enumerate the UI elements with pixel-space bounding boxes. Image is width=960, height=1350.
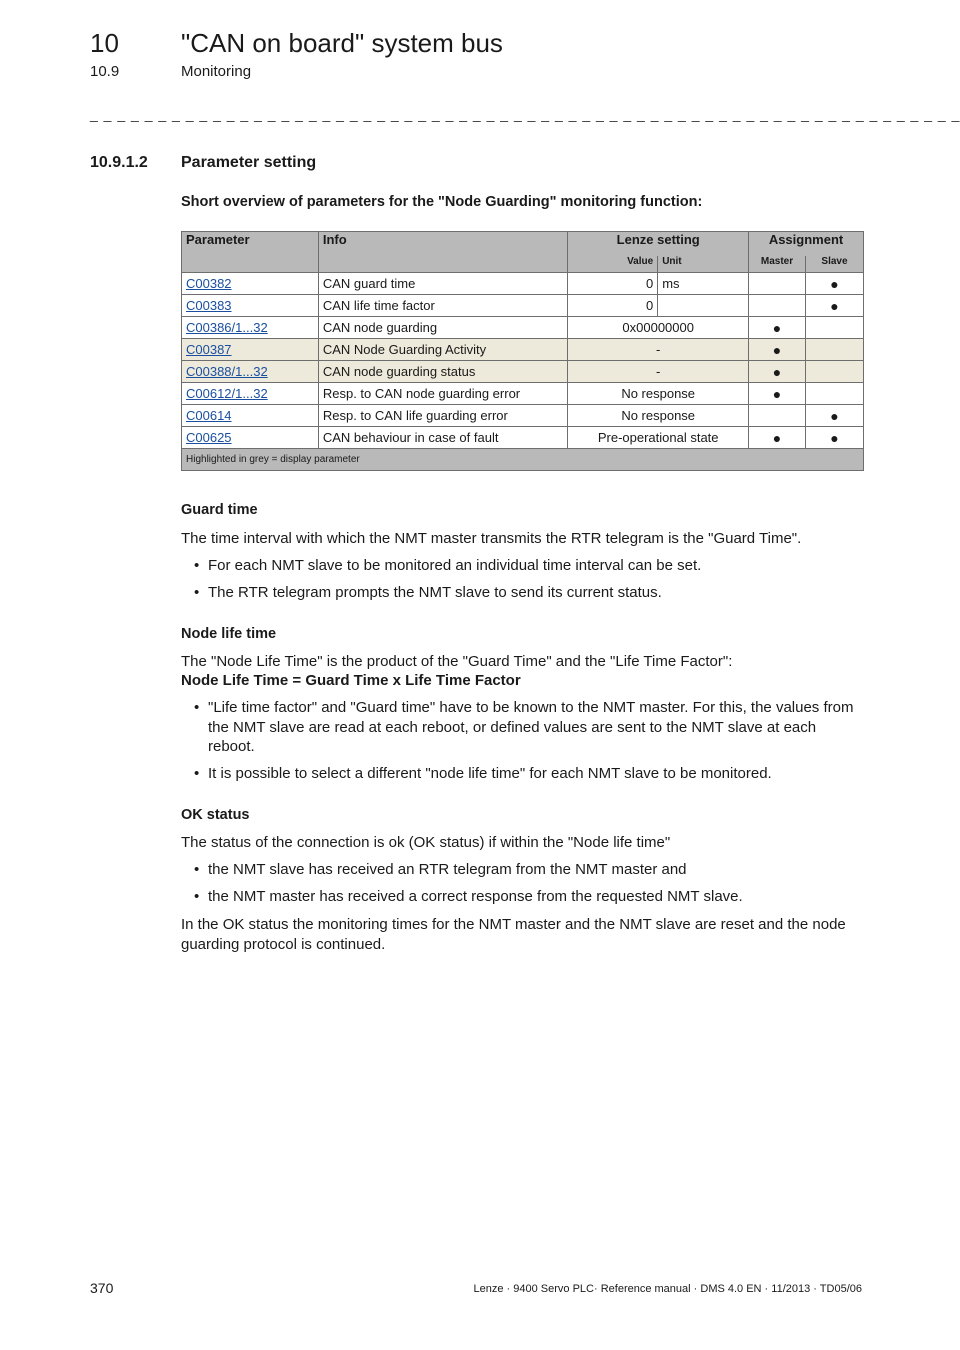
row-slave — [806, 383, 864, 405]
row-master: ● — [749, 427, 806, 449]
header-separator: _ _ _ _ _ _ _ _ _ _ _ _ _ _ _ _ _ _ _ _ _ _ _ _ _ _ _ _ _ _ _ _ _ _ _ _ _ _ _ _ _ _ _ _ _ _ _ _ _ _ _ _ _ _ _ _ _ _ _ _ _ _ _ _ — [90, 106, 960, 122]
row-setting: No response — [568, 383, 749, 405]
row-unit: ms — [658, 273, 749, 295]
row-setting: No response — [568, 405, 749, 427]
node-life-time-heading: Node life time — [181, 626, 277, 642]
row-setting: 0x00000000 — [568, 317, 749, 339]
header-master: Master — [749, 256, 806, 273]
row-setting: Pre-operational state — [568, 427, 749, 449]
guard-time-heading: Guard time — [181, 502, 258, 518]
param-link-c00388[interactable]: C00388/1...32 — [186, 364, 268, 379]
row-slave — [806, 317, 864, 339]
row-setting: - — [568, 339, 749, 361]
table-row — [182, 317, 864, 339]
row-info: CAN node guarding status — [318, 361, 567, 383]
row-info: CAN Node Guarding Activity — [318, 339, 567, 361]
header-parameter: Parameter — [182, 232, 319, 273]
row-master: ● — [749, 361, 806, 383]
row-info: CAN life time factor — [318, 295, 567, 317]
row-info: CAN node guarding — [318, 317, 567, 339]
row-slave: ● — [806, 405, 864, 427]
table-row — [182, 405, 864, 427]
header-value: Value — [568, 256, 658, 273]
row-slave — [806, 339, 864, 361]
table-footnote: Highlighted in grey = display parameter — [182, 449, 864, 471]
section-number: 10.9 — [90, 63, 120, 80]
param-link-c00383[interactable]: C00383 — [186, 298, 232, 313]
overview-heading: Short overview of parameters for the "Node Guarding" monitoring function: — [181, 194, 703, 210]
table-row — [182, 427, 864, 449]
table-row — [182, 273, 864, 295]
row-info: Resp. to CAN node guarding error — [318, 383, 567, 405]
header-info: Info — [318, 232, 567, 273]
row-info: Resp. to CAN life guarding error — [318, 405, 567, 427]
row-master: ● — [749, 317, 806, 339]
row-value: 0 — [568, 273, 658, 295]
header-slave: Slave — [806, 256, 864, 273]
node-life-time-text: The "Node Life Time" is the product of the "Guard Time" and the "Life Time Factor": — [181, 653, 733, 670]
param-link-c00382[interactable]: C00382 — [186, 276, 232, 291]
param-link-c00387[interactable]: C00387 — [186, 342, 232, 357]
ok-status-bullet-1: • the NMT slave has received an RTR telegram from the NMT master and — [194, 861, 687, 878]
subsection-title: Parameter setting — [181, 154, 317, 171]
param-link-c00614[interactable]: C00614 — [186, 408, 232, 423]
table-row — [182, 339, 864, 361]
param-link-c00612[interactable]: C00612/1...32 — [186, 386, 268, 401]
chapter-title: "CAN on board" system bus — [181, 28, 503, 58]
row-setting: - — [568, 361, 749, 383]
row-master: ● — [749, 339, 806, 361]
node-life-time-bullet-1: • "Life time factor" and "Guard time" have to be known to the NMT master. For this, the values from the NMT slave are read at each reboot, or defined values are sent to the NMT slave at each reboot. — [194, 699, 854, 755]
row-master — [749, 405, 806, 427]
node-life-time-formula: Node Life Time = Guard Time x Life Time Factor — [181, 672, 521, 689]
chapter-number: 10 — [90, 28, 119, 58]
row-slave — [806, 361, 864, 383]
row-unit — [658, 295, 749, 317]
row-info: CAN guard time — [318, 273, 567, 295]
ok-status-closing: In the OK status the monitoring times for the NMT master and the NMT slave are reset and the node guarding protocol is continued. — [181, 916, 846, 953]
param-link-c00386[interactable]: C00386/1...32 — [186, 320, 268, 335]
guard-time-bullet-1: • For each NMT slave to be monitored an individual time interval can be set. — [194, 557, 702, 574]
page-number: 370 — [90, 1280, 114, 1296]
param-link-c00625[interactable]: C00625 — [186, 430, 232, 445]
section-title: Monitoring — [181, 63, 252, 80]
table-row — [182, 383, 864, 405]
row-slave: ● — [806, 273, 864, 295]
row-info: CAN behaviour in case of fault — [318, 427, 567, 449]
document-info: Lenze · 9400 Servo PLC· Reference manual · DMS 4.0 EN · 11/2013 · TD05/06 — [473, 1283, 862, 1295]
header-unit: Unit — [658, 256, 749, 273]
header-lenze-setting: Lenze setting — [568, 232, 749, 257]
row-slave: ● — [806, 295, 864, 317]
ok-status-bullet-2: • the NMT master has received a correct response from the requested NMT slave. — [194, 888, 743, 905]
parameter-table — [181, 231, 864, 471]
guard-time-bullet-2: • The RTR telegram prompts the NMT slave to send its current status. — [194, 584, 662, 601]
header-assignment: Assignment — [749, 232, 864, 257]
row-slave: ● — [806, 427, 864, 449]
table-row — [182, 361, 864, 383]
ok-status-text: The status of the connection is ok (OK status) if within the "Node life time" — [181, 834, 671, 851]
subsection-number: 10.9.1.2 — [90, 154, 148, 171]
row-value: 0 — [568, 295, 658, 317]
ok-status-heading: OK status — [181, 807, 250, 823]
node-life-time-bullet-2: • It is possible to select a different "node life time" for each NMT slave to be monitored. — [194, 765, 772, 782]
row-master: ● — [749, 383, 806, 405]
guard-time-text: The time interval with which the NMT master transmits the RTR telegram is the "Guard Time". — [181, 530, 802, 547]
row-master — [749, 295, 806, 317]
row-master — [749, 273, 806, 295]
table-row — [182, 295, 864, 317]
